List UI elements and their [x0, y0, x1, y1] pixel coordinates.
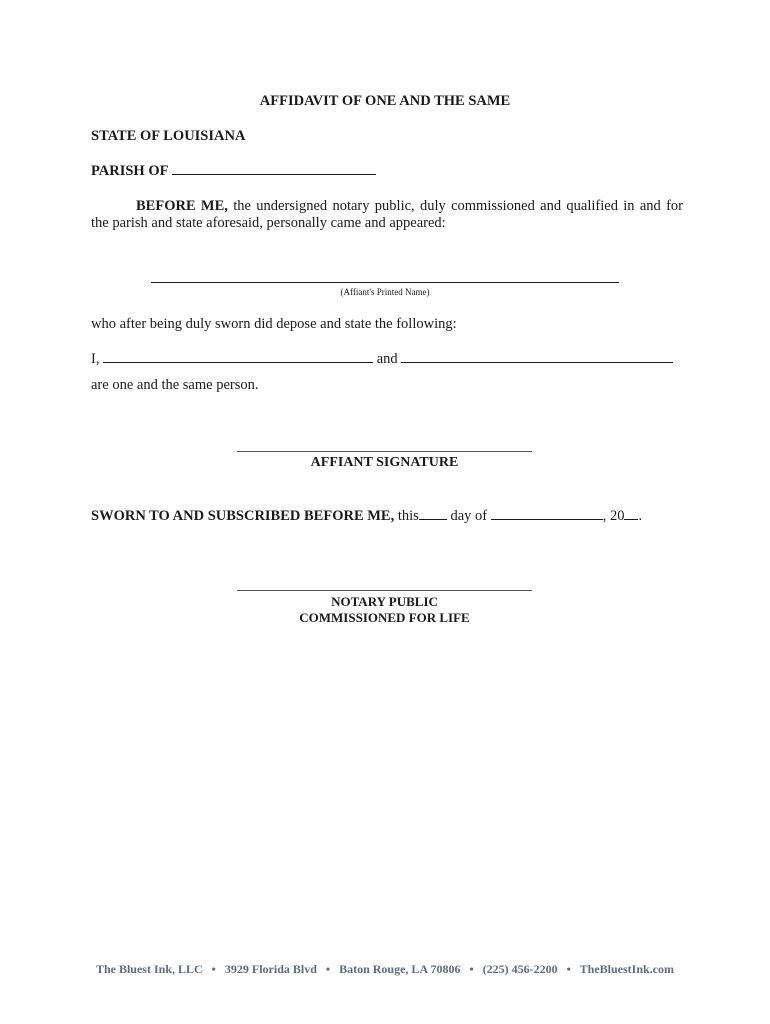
- parish-blank-field[interactable]: [172, 162, 376, 175]
- parish-label: PARISH OF: [91, 163, 169, 179]
- second-name-blank-field[interactable]: [401, 350, 673, 363]
- footer-separator: •: [325, 962, 331, 976]
- sworn-end: .: [638, 508, 643, 524]
- commissioned-label: COMMISSIONED FOR LIFE: [299, 610, 470, 625]
- same-person-statement: are one and the same person.: [91, 377, 259, 393]
- sworn-this: this: [394, 508, 419, 524]
- depose-statement: who after being duly sworn did depose and state the following:: [91, 316, 457, 332]
- day-blank-field[interactable]: [419, 507, 447, 520]
- footer-city: Baton Rouge, LA 70806: [339, 962, 461, 976]
- month-blank-field[interactable]: [491, 507, 603, 520]
- names-row: [91, 350, 673, 368]
- affiant-signature-label: AFFIANT SIGNATURE: [310, 455, 459, 470]
- footer-separator: •: [469, 962, 474, 976]
- affiant-printed-name-field[interactable]: [151, 282, 619, 283]
- before-me-bold: BEFORE ME,: [136, 198, 228, 214]
- footer-company: The Bluest Ink, LLC: [95, 962, 203, 976]
- state-label: STATE OF LOUISIANA: [91, 128, 246, 144]
- footer-separator: •: [211, 962, 216, 976]
- first-name-blank-field[interactable]: [103, 350, 373, 363]
- affiant-signature-field[interactable]: [237, 451, 532, 452]
- footer-website: TheBluestInk.com: [579, 962, 675, 976]
- notary-signature-field[interactable]: [237, 590, 532, 591]
- sworn-year: , 20: [602, 508, 625, 524]
- and-word: and: [376, 351, 398, 367]
- notary-public-label: NOTARY PUBLIC: [331, 594, 438, 609]
- document-title: AFFIDAVIT OF ONE AND THE SAME: [259, 93, 511, 109]
- footer-phone: (225) 456-2200: [482, 962, 558, 976]
- footer-separator: •: [566, 962, 571, 976]
- footer-address: 3929 Florida Blvd: [224, 962, 317, 976]
- sworn-row: [91, 507, 642, 525]
- year-blank-field[interactable]: [624, 507, 638, 520]
- parish-row: [91, 162, 376, 180]
- before-me-text: the undersigned notary public, duly commissioned and qualified in and for the parish and state aforesaid, personally came and appeared:: [91, 198, 683, 231]
- page-footer: [0, 962, 770, 977]
- i-prefix: I,: [91, 351, 100, 367]
- before-me-paragraph: [91, 198, 683, 232]
- sworn-day-of: day of: [446, 508, 491, 524]
- affiant-printed-name-caption: (Affiant's Printed Name): [340, 287, 430, 297]
- sworn-bold: SWORN TO AND SUBSCRIBED BEFORE ME,: [91, 508, 395, 524]
